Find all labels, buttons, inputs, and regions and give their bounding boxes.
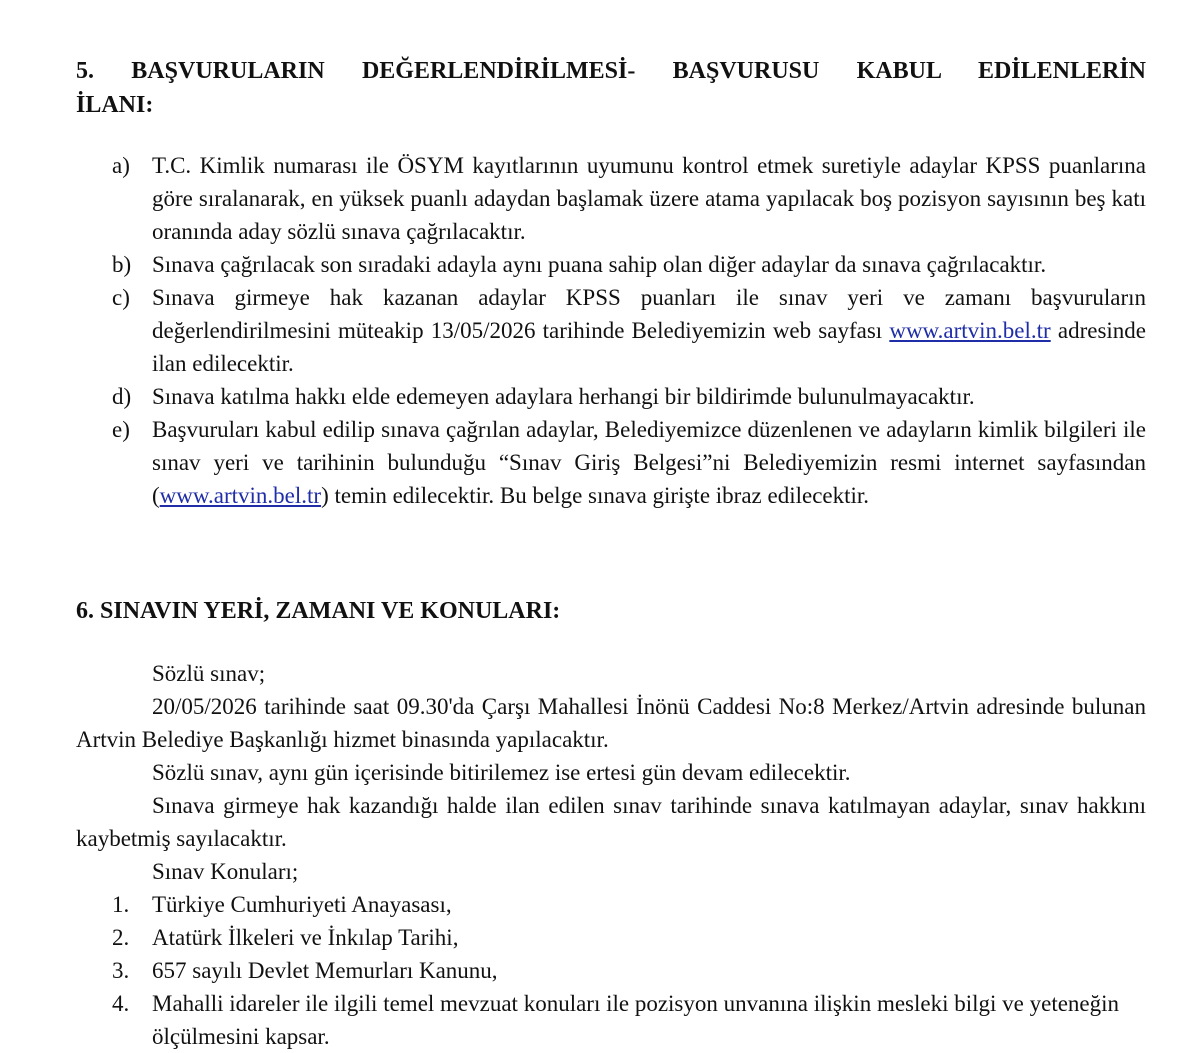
list-marker: b) — [112, 252, 132, 277]
list-item-b — [76, 248, 1146, 281]
list-marker: a) — [112, 153, 130, 178]
list-item-text: T.C. Kimlik numarası ile ÖSYM kayıtlarının uyumunu kontrol etmek suretiyle adaylar KPSS puanlarına göre sıralanarak, en yüksek puanlı adaydan başlamak üzere atama yapılacak boş pozisyon sayısının beş katı oranında aday sözlü sınava çağrılacaktır. — [152, 153, 1146, 244]
list-item-a — [76, 149, 1146, 248]
list-marker: e) — [112, 417, 130, 442]
artvin-website-link[interactable]: www.artvin.bel.tr — [889, 318, 1051, 343]
topic-item — [76, 921, 1146, 954]
list-item-d — [76, 380, 1146, 413]
list-marker: d) — [112, 384, 132, 409]
artvin-website-link[interactable]: www.artvin.bel.tr — [159, 483, 322, 508]
topic-text: Mahalli idareler ile ilgili temel mevzuat konuları ile pozisyon unvanına ilişkin mesleki bilgi ve yeteneğin ölçülmesini kapsar. — [152, 991, 1120, 1049]
exam-topics-list — [76, 888, 1146, 1053]
list-item-text: Sınava çağrılacak son sıradaki adayla aynı puana sahip olan diğer adaylar da sınava çağrılacaktır. — [152, 252, 1047, 277]
section-5-heading-line2: İLANI: — [76, 92, 154, 118]
oral-exam-label: Sözlü sınav; — [152, 661, 266, 686]
list-item-text: Başvuruları kabul edilip sınava çağrılan adaylar, Belediyemizce düzenlenen ve adayların kimlik bilgileri ile sınav yeri ve tarihinin bulunduğu “Sınav Giriş Belgesi”ni Belediyemizin resmi internet sayfasından ( — [152, 417, 1146, 508]
list-marker: 1. — [112, 892, 130, 917]
list-marker: 4. — [112, 991, 130, 1016]
absence-rule-paragraph: Sınava girmeye hak kazandığı halde ilan edilen sınav tarihinde sınava katılmayan adaylar, sınav hakkını kaybetmiş sayılacaktır. — [76, 793, 1146, 851]
topic-text: Atatürk İlkeleri ve İnkılap Tarihi, — [152, 925, 459, 950]
list-item-text: Sınava katılma hakkı elde edemeyen adaylara herhangi bir bildirimde bulunulmayacaktır. — [152, 384, 975, 409]
section-6-body — [76, 657, 1146, 1053]
list-marker: 2. — [112, 925, 130, 950]
exam-continuation-paragraph: Sözlü sınav, aynı gün içerisinde bitirilemez ise ertesi gün devam edilecektir. — [152, 760, 851, 785]
topic-text: Türkiye Cumhuriyeti Anayasası, — [152, 892, 452, 917]
exam-location-paragraph: 20/05/2026 tarihinde saat 09.30'da Çarşı Mahallesi İnönü Caddesi No:8 Merkez/Artvin adresinde bulunan Artvin Belediye Başkanlığı hizmet binasında yapılacaktır. — [76, 694, 1146, 752]
topic-item — [76, 987, 1146, 1053]
list-item-c — [76, 281, 1146, 380]
exam-topics-label: Sınav Konuları; — [152, 859, 299, 884]
topic-item — [76, 954, 1146, 987]
section-5-heading-line1: 5. BAŞVURULARIN DEĞERLENDİRİLMESİ- BAŞVURUSU KABUL EDİLENLERİN — [76, 58, 1146, 84]
list-item-text-after: ) temin edilecektir. Bu belge sınava girişte ibraz edilecektir. — [321, 483, 870, 508]
list-marker: 3. — [112, 958, 130, 983]
section-5-heading — [76, 54, 1146, 122]
list-item-text-after: adresinde ilan edilecektir. — [152, 318, 1146, 376]
list-item-e — [76, 413, 1146, 512]
list-marker: c) — [112, 285, 130, 310]
topic-text: 657 sayılı Devlet Memurları Kanunu, — [152, 958, 498, 983]
section-6-heading: 6. SINAVIN YERİ, ZAMANI VE KONULARI: — [76, 598, 561, 624]
section-5-list — [76, 149, 1146, 512]
topic-item — [76, 888, 1146, 921]
list-item-text: Sınava girmeye hak kazanan adaylar KPSS puanları ile sınav yeri ve zamanı başvuruların değerlendirilmesini müteakip 13/05/2026 tarihinde Belediyemizin web sayfası — [152, 285, 1146, 343]
